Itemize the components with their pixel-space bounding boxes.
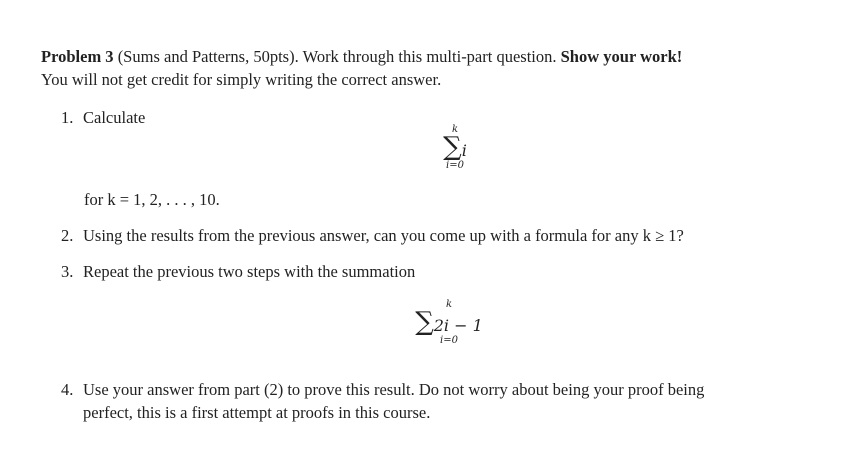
summation-2-sigma: ∑ xyxy=(415,307,434,337)
show-work-note: Show your work! xyxy=(560,47,683,66)
item-1-text: Calculate xyxy=(83,108,146,127)
problem-line2: You will not get credit for simply writing the correct answer. xyxy=(41,70,442,89)
item-3 xyxy=(61,262,415,282)
problem-intro: Work through this multi-part question. xyxy=(302,47,557,66)
problem-header xyxy=(41,47,682,67)
summation-2-upper: k xyxy=(445,299,453,310)
problem-subtitle: (Sums and Patterns, 50pts). xyxy=(117,47,299,66)
summation-2-term: 2i − 1 xyxy=(433,316,483,335)
summation-1-lower: i=0 xyxy=(446,160,464,171)
item-2 xyxy=(61,226,684,246)
summation-1-upper: k xyxy=(451,124,459,135)
summation-1-term: i xyxy=(461,141,467,160)
summation-1-sigma: ∑ xyxy=(443,132,462,162)
item-4-number: 4. xyxy=(61,380,74,399)
item-1 xyxy=(61,108,145,128)
summation-2-lower: i=0 xyxy=(440,335,458,346)
item-3-number: 3. xyxy=(61,262,74,281)
summation-2 xyxy=(404,299,494,346)
item-3-text: Repeat the previous two steps with the summation xyxy=(83,262,416,281)
item-4-line2: perfect, this is a first attempt at proofs in this course. xyxy=(83,403,431,422)
summation-1 xyxy=(425,124,485,171)
item-4-text: Use your answer from part (2) to prove this result. Do not worry about being your proof being xyxy=(83,380,705,399)
problem-title: Problem 3 xyxy=(41,47,114,66)
item-1-number: 1. xyxy=(61,108,74,127)
item-2-text: Using the results from the previous answer, can you come up with a formula for any k ≥ 1? xyxy=(83,226,684,245)
for-k-line: for k = 1, 2, . . . , 10. xyxy=(84,190,220,209)
item-2-number: 2. xyxy=(61,226,74,245)
item-4 xyxy=(61,380,704,400)
